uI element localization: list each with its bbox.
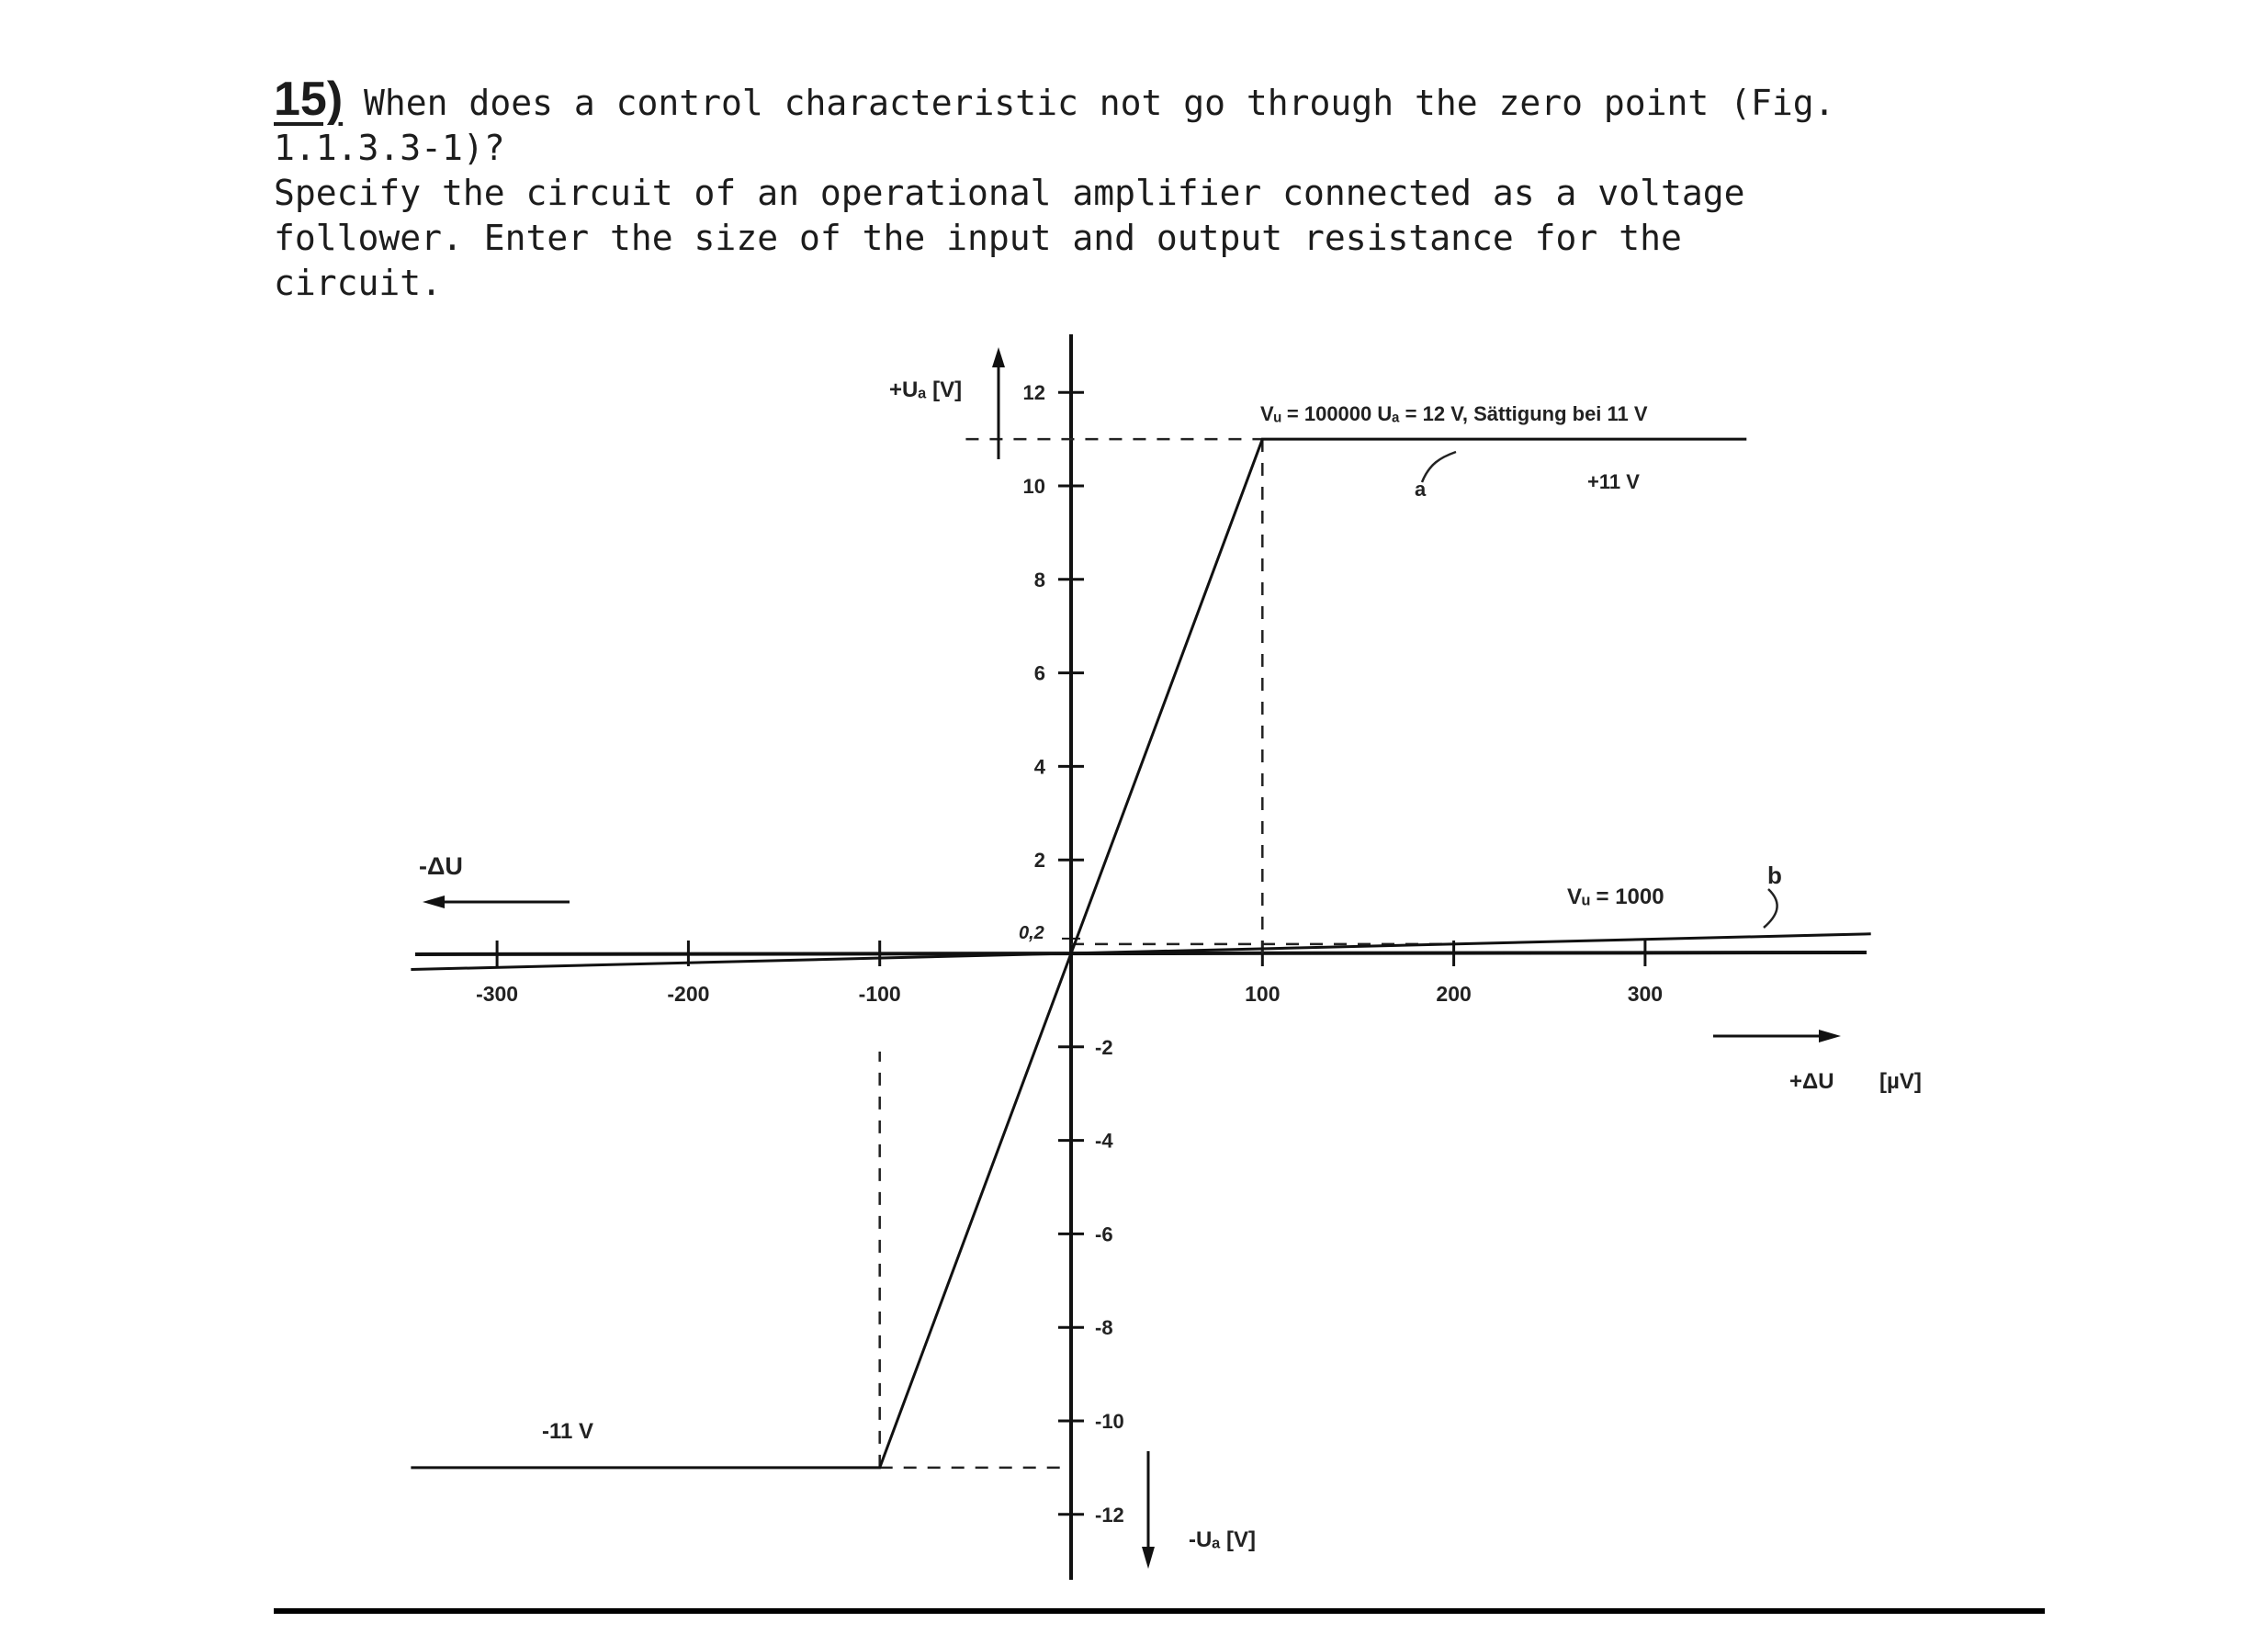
curve-b-letter: b bbox=[1767, 862, 1782, 889]
curve-b-leader bbox=[1764, 889, 1777, 928]
y-tick-label: 10 bbox=[1022, 475, 1045, 498]
y-axis-negative-label: -Uₐ [V] bbox=[1189, 1527, 1257, 1552]
question-line-5: circuit. bbox=[274, 263, 443, 303]
y-tick-label: -12 bbox=[1095, 1503, 1124, 1527]
question-number: 15) bbox=[274, 73, 344, 126]
y-small-tick-label: 0,2 bbox=[1019, 923, 1044, 943]
y-positive-arrowhead bbox=[992, 347, 1005, 367]
x-tick-label: -300 bbox=[476, 982, 519, 1006]
x-axis-negative-label: -ΔU bbox=[419, 852, 463, 880]
y-tick-label: -6 bbox=[1095, 1222, 1113, 1246]
question-line-4: follower. Enter the size of the input and output resistance for the bbox=[274, 218, 1682, 258]
y-tick-label: -2 bbox=[1095, 1035, 1113, 1059]
question-line-2: 1.1.3.3-1)? bbox=[274, 128, 505, 168]
curve-a-leader bbox=[1422, 452, 1456, 482]
y-tick-label: -4 bbox=[1095, 1129, 1113, 1153]
x-tick-label: 200 bbox=[1436, 982, 1472, 1006]
x-positive-arrowhead bbox=[1819, 1030, 1841, 1042]
curve-a-saturation-negative: -11 V bbox=[542, 1419, 594, 1444]
x-tick-label: 300 bbox=[1627, 982, 1664, 1006]
y-axis-positive-label: +Uₐ [V] bbox=[889, 377, 963, 402]
y-tick-label: 2 bbox=[1033, 849, 1045, 873]
curve-a-letter: a bbox=[1415, 478, 1427, 501]
y-negative-arrowhead bbox=[1142, 1547, 1155, 1569]
x-axis-positive-label: +ΔU bbox=[1789, 1069, 1834, 1094]
bottom-rule bbox=[274, 1608, 2045, 1614]
curve-b-annotation: Vᵤ = 1000 bbox=[1567, 884, 1664, 909]
y-tick-label: -10 bbox=[1095, 1410, 1124, 1433]
y-tick-label: -8 bbox=[1095, 1316, 1113, 1340]
question-line-1: When does a control characteristic not go through the zero point (Fig. bbox=[364, 83, 1835, 123]
y-tick-label: 12 bbox=[1022, 381, 1045, 405]
curve-a-saturation-positive: +11 V bbox=[1587, 470, 1640, 493]
x-tick-label: -200 bbox=[667, 982, 710, 1006]
curve-a-annotation: Vᵤ = 100000 Uₐ = 12 V, Sättigung bei 11 V bbox=[1260, 402, 1648, 425]
x-tick-label: 100 bbox=[1245, 982, 1281, 1006]
x-axis-unit: [µV] bbox=[1879, 1069, 1922, 1094]
x-negative-arrowhead bbox=[423, 896, 445, 908]
axes bbox=[415, 334, 1867, 1580]
y-tick-label: 8 bbox=[1033, 568, 1045, 592]
x-tick-label: -100 bbox=[858, 982, 901, 1006]
y-tick-label: 4 bbox=[1033, 755, 1045, 779]
question-line-3: Specify the circuit of an operational amplifier connected as a voltage bbox=[274, 173, 1745, 213]
axis-arrows bbox=[423, 347, 1841, 1569]
y-tick-label: 6 bbox=[1033, 661, 1045, 685]
